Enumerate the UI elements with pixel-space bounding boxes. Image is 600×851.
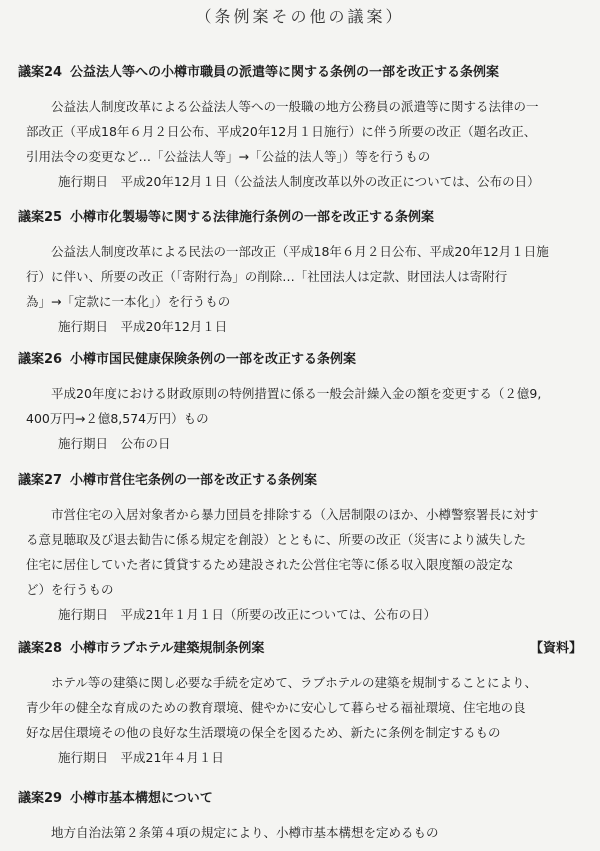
bill-summary-line: 行）に伴い、所要の改正（「寄附行為」の削除…「社団法人は定款、財団法人は寄附行 <box>26 269 508 284</box>
bill-effective-date: 施行期日 平成21年１月１日（所要の改正については、公布の日） <box>58 607 437 622</box>
bill-summary-line: る意見聴取及び退去勧告に係る規定を創設）とともに、所要の改正（災害により滅失した <box>26 532 527 547</box>
bill-summary-line: 青少年の健全な育成のための教育環境、健やかに安心して暮らせる福祉環境、住宅地の良 <box>26 700 526 715</box>
bill-number: 議案26 <box>18 352 63 367</box>
page-title: （条例案その他の議案） <box>195 7 405 26</box>
bill-29 <box>18 787 584 845</box>
bill-summary-line: 引用法令の変更など…「公益法人等」→「公益的法人等」）等を行うもの <box>26 149 431 164</box>
bill-effective-date: 施行期日 平成21年４月１日 <box>58 750 224 765</box>
bill-summary-line: 好な居住環境その他の良好な生活環境の保全を図るため、新たに条例を制定するもの <box>26 725 501 740</box>
bill-heading <box>18 469 584 487</box>
bill-number: 議案24 <box>18 65 63 80</box>
bill-28 <box>18 637 584 770</box>
bill-heading <box>18 348 584 366</box>
bill-26 <box>18 348 584 456</box>
bill-summary-line: ど）を行うもの <box>26 582 114 597</box>
bill-summary-line: ホテル等の建築に関し必要な手続を定めて、ラブホテルの建築を規制することにより、 <box>51 675 538 690</box>
bill-title: 小樽市国民健康保険条例の一部を改正する条例案 <box>70 352 357 367</box>
bill-summary-line: 地方自治法第２条第４項の規定により、小樽市基本構想を定めるもの <box>51 825 439 840</box>
bill-heading <box>18 787 584 805</box>
bill-heading <box>18 637 584 655</box>
bill-number: 議案27 <box>18 473 63 488</box>
bill-summary-line: 400万円→２億8,574万円）もの <box>26 411 209 426</box>
bill-effective-date: 施行期日 公布の日 <box>58 436 171 451</box>
bill-title: 小樽市営住宅条例の一部を改正する条例案 <box>70 473 318 488</box>
bill-27 <box>18 469 584 627</box>
bill-title: 小樽市基本構想について <box>70 791 213 806</box>
bill-summary-line: 部改正（平成18年６月２日公布、平成20年12月１日施行）に伴う所要の改正（題名改正、 <box>26 124 537 139</box>
bill-number: 議案29 <box>18 791 63 806</box>
bill-summary-line: 公益法人制度改革による民法の一部改正（平成18年６月２日公布、平成20年12月１日施 <box>51 244 549 259</box>
bill-heading <box>18 61 584 79</box>
bill-summary-line: 公益法人制度改革による公益法人等への一般職の地方公務員の派遣等に関する法律の一 <box>51 99 539 114</box>
bill-summary-line: 為」→「定款に一本化」）を行うもの <box>26 294 231 309</box>
bill-number: 議案25 <box>18 210 63 225</box>
bill-summary-line: 市営住宅の入居対象者から暴力団員を排除する（入居制限のほか、小樽警察署長に対す <box>51 507 539 522</box>
bill-effective-date: 施行期日 平成20年12月１日（公益法人制度改革以外の改正については、公布の日） <box>58 174 540 189</box>
bill-25 <box>18 206 584 339</box>
bill-title: 小樽市化製場等に関する法律施行条例の一部を改正する条例案 <box>70 210 435 225</box>
bill-24 <box>18 61 584 194</box>
bill-summary-line: 平成20年度における財政原則の特例措置に係る一般会計繰入金の額を変更する（２億9, <box>51 386 542 401</box>
bill-summary-line: 住宅に居住していた者に賃貸するため建設された公営住宅等に係る収入限度額の設定な <box>26 557 514 572</box>
bill-effective-date: 施行期日 平成20年12月１日 <box>58 319 228 334</box>
bill-title: 小樽市ラブホテル建築規制条例案 <box>70 641 265 656</box>
bill-number: 議案28 <box>18 641 63 656</box>
bill-reference-label: 【資料】 <box>529 641 582 656</box>
bill-heading <box>18 206 584 224</box>
bill-title: 公益法人等への小樽市職員の派遣等に関する条例の一部を改正する条例案 <box>70 65 500 80</box>
